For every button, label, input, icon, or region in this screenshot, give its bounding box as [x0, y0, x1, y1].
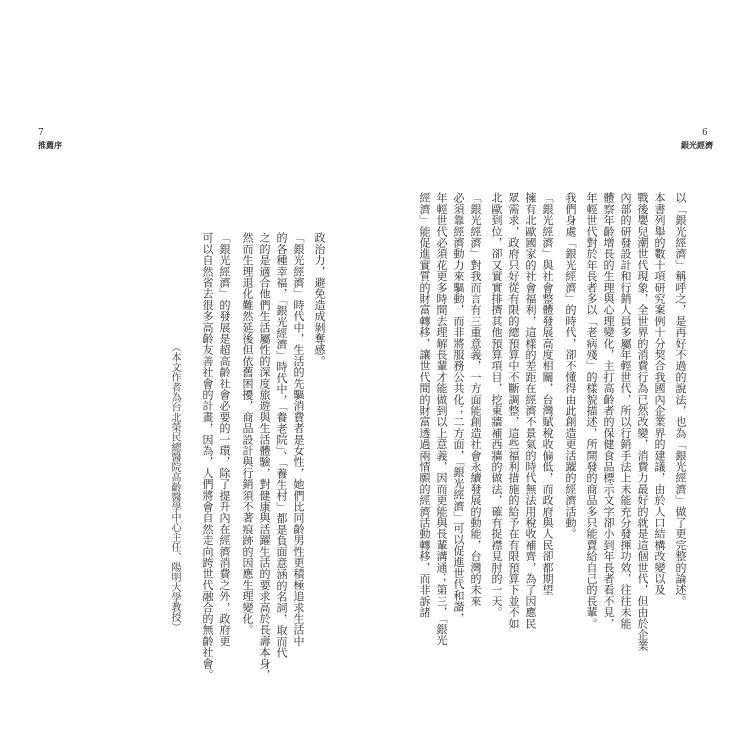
left-text-column: 政治力，避免造成剝奪感。: [313, 232, 326, 367]
right-text-column: 體察年齡增長的生理與心理變化，主打高齡者的保健食品標示文字卻小到年長者看不見，: [602, 192, 615, 629]
left-text-column: 之的是適合他們生活屬性的深度旅遊與生活體驗，對健康與活躍生活的要求高於長壽本身，: [258, 232, 271, 680]
right-text-column: 戰後嬰兒潮世代現象，全世界的消費行為已然改變，消費力最好的就是這個世代，但由於企業: [636, 192, 649, 652]
right-text-column: 「銀光經濟」與社會整體發展高度相關，台灣賦稅收偏低，而政府與人民卻都期望: [541, 192, 554, 596]
left-text-column: 可以自然省去很多高齡友善社會的計畫，因為，人們將會自然走向跨世代融合的無齡社會。: [201, 232, 214, 680]
right-text-column: 經濟」能促進實質的財富轉移，讓世代間的財富透過兩情願的經濟活動轉移，而非訴諸: [418, 192, 431, 618]
right-text-column: 年輕世代對於年長者多以「老病殘」的樣貌描述，所開發的商品多只能賣給自己的長輩。: [585, 192, 598, 629]
left-text-column: 然而生理退化難然延後但依舊困擾，商品設計與行銷須不著痕跡的因應生理變化。: [241, 232, 254, 636]
right-text-column: 年輕世代必須花更多時間去理解長輩才能做到以上意義，因而更能與長輩溝通；第三，「銀光: [435, 192, 448, 646]
right-text-column: 我們身處「銀光經濟」的時代，卻不懂得由此創造更活躍的經濟活動。: [564, 192, 577, 540]
left-page-number: 7: [38, 128, 44, 138]
left-text-column: 「銀光經濟」的發展是超高齡社會必要的一環，除了提升內在經濟消費之外，政府更: [218, 232, 231, 647]
left-text-column: 的各種幸福，「銀光經濟」時代中，「養老院」、「養生村」都是負面意涵的名詞，取而代: [275, 232, 288, 658]
right-text-column: 內部的研發設計和行銷人員多屬年輕世代，所以行銷手法上未能充分發揮功效，往往未能: [619, 192, 632, 629]
right-text-column: 北歐到位，卻又實實排擠其他預算項目，挖東牆補西牆的做法，確有捉襟見肘的一天。: [490, 192, 503, 618]
left-running-head: 推薦序: [38, 140, 62, 150]
right-text-column: 本書列舉的數十項研究案例十分契合我國內企業界的建議，由於人口結構改變以及: [653, 192, 666, 596]
left-text-column: 「銀光經濟」時代中，生活的先驅消費者是女性，她們比同齡男性更積極追求生活中: [292, 232, 305, 647]
author-credit: （本文作者為台北榮民總醫院高齡醫學中心主任、陽明大學教授）: [169, 342, 180, 632]
right-text-column: 眾需求，政府只好從有限的總預算中不斷調整，這些福利措施的給予在有限預算下並不如: [507, 192, 520, 629]
right-running-head: 銀光經濟: [681, 140, 713, 150]
right-text-column: 「銀光經濟」對我而言有三重意義，一方面能創造社會永續發展的動能，台灣的未來: [469, 192, 482, 607]
right-page-number: 6: [702, 128, 708, 138]
right-text-column: 以「銀光經濟」稱呼之，是再好不過的說法，也為「銀光經濟」做了更完整的論述。: [674, 192, 687, 607]
right-text-column: 擁有北歐國家的社會福利，這樣的差距在經濟不景氣的時代無法用稅收補齊，為了因應民: [524, 192, 537, 629]
right-text-column: 必須靠經濟動力來驅動，而非將服務公共化；二方面，「銀光經濟」可以促進世代和諧，: [452, 192, 465, 624]
